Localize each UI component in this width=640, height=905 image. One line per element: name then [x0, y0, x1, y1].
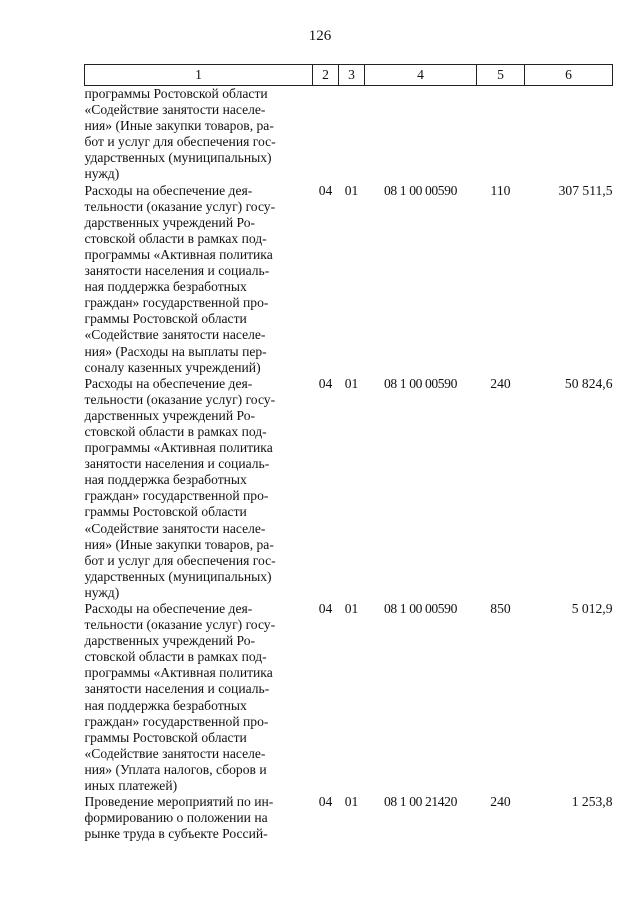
expense-description: программы Ростовской области «Содействие занятости населе- ния» (Иные закупки товаров, ра- бот и услуг для обеспечения гос- ударственных (муниципальных) нужд) [84, 86, 276, 182]
expense-description: Расходы на обеспечение дея- тельности (оказание услуг) госу- дарственных учреждений Ро- стовской области в рамках под- программы «Активная политика занятости населения и социаль- ная поддержка безработных граждан» государственной про- граммы Ростовской области «Содействие занятости населе- ния» (Уплата налогов, сборов и иных платежей) [84, 601, 276, 794]
table-row [85, 86, 613, 183]
page-number: 126 [308, 28, 332, 44]
column-header-2: 2 [313, 65, 339, 86]
table-row [85, 183, 613, 376]
section-code: 04 [318, 182, 333, 198]
column-header-5: 5 [477, 65, 525, 86]
table-row [85, 376, 613, 601]
amount [525, 86, 613, 183]
expense-description: Проведение мероприятий по ин- формированию о положении на рынке труда в субъекте Россий- [84, 794, 274, 842]
amount: 5 012,9 [571, 601, 613, 616]
amount: 307 511,5 [558, 182, 613, 198]
target-article-code: 08 1 00 00590 [384, 601, 457, 616]
section-code: 04 [318, 601, 333, 616]
expense-description: Расходы на обеспечение дея- тельности (оказание услуг) госу- дарственных учреждений Ро- стовской области в рамках под- программы «Активная политика занятости населения и социаль- ная поддержка безработных граждан» государственной про- граммы Ростовской области «Содействие занятости населе- ния» (Расходы на выплаты пер- соналу казенных учреждений) [84, 182, 276, 375]
section-code [313, 86, 339, 183]
subsection-code: 01 [344, 182, 359, 198]
table-row [85, 601, 613, 794]
amount: 1 253,8 [571, 794, 613, 810]
subsection-code [339, 86, 365, 183]
subsection-code: 01 [344, 601, 359, 616]
section-code: 04 [318, 375, 333, 391]
table-body [85, 86, 613, 843]
amount: 50 824,6 [564, 375, 613, 391]
table-row [85, 794, 613, 842]
target-article-code: 08 1 00 00590 [384, 375, 457, 391]
column-header-3: 3 [339, 65, 365, 86]
expense-type-code: 240 [490, 794, 511, 810]
expense-type-code: 110 [490, 182, 511, 198]
subsection-code: 01 [344, 375, 359, 391]
subsection-code: 01 [344, 794, 359, 810]
expense-type-code [477, 86, 525, 183]
target-article-code [365, 86, 477, 183]
section-code: 04 [318, 794, 333, 810]
expense-description: Расходы на обеспечение дея- тельности (оказание услуг) госу- дарственных учреждений Ро- стовской области в рамках под- программы «Активная политика занятости населения и социаль- ная поддержка безработных граждан» государственной про- граммы Ростовской области «Содействие занятости населе- ния» (Иные закупки товаров, ра- бот и услуг для обеспечения гос- ударственных (муниципальных) нужд) [84, 375, 276, 600]
expense-type-code: 850 [490, 601, 511, 616]
column-header-4: 4 [365, 65, 477, 86]
target-article-code: 08 1 00 21420 [384, 794, 457, 810]
budget-table [84, 64, 613, 842]
table-header [85, 65, 613, 86]
target-article-code: 08 1 00 00590 [384, 182, 457, 198]
column-header-6: 6 [525, 65, 613, 86]
expense-type-code: 240 [490, 375, 511, 391]
column-header-1: 1 [85, 65, 313, 86]
